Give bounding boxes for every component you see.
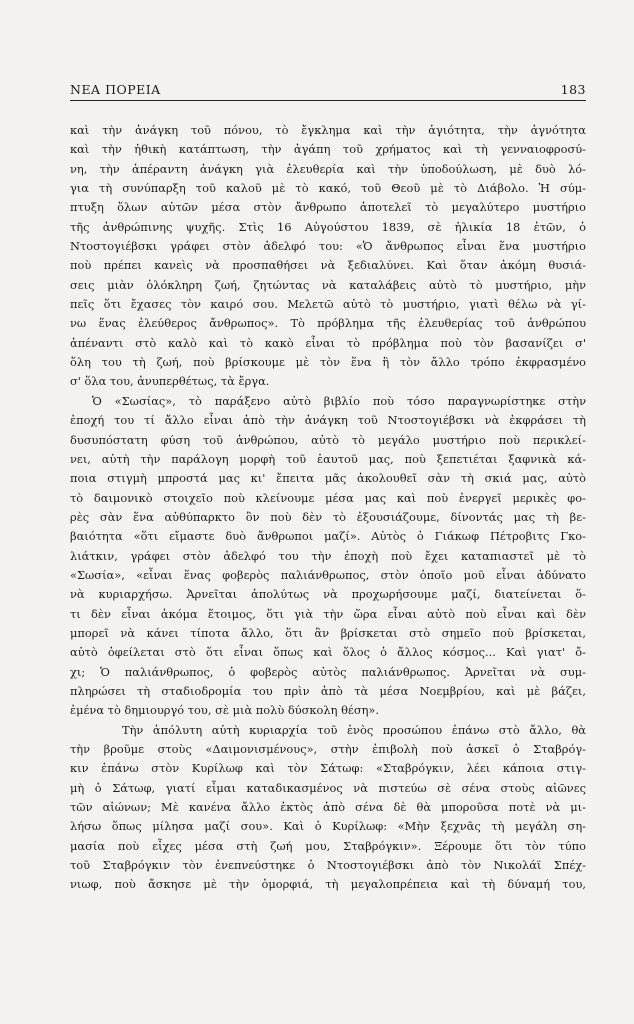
journal-title: ΝΕΑ ΠΟΡΕΙΑ [70,82,161,97]
text-line: βαιότητα «ὅτι εἴμαστε δυὸ ἄνθρωποι μαζί». Αὐτὸς ὁ Γιάκωφ Πέτροβιτς Γκο- [70,529,586,544]
text-line: μασία ποὺ εἶχες μέσα στὴ ζωή μου, Σταβρόγκιν». Ξέρουμε ὅτι τὸν τύπο [70,838,586,853]
text-line: καὶ τὴν ἀνάγκη τοῦ πόνου, τὸ ἔγκλημα καὶ τὴν ἁγιότητα, τὴν ἀγνότητα [70,123,586,137]
text-line: νει, αὐτὴ τὴν παράλογη μορφὴ τοῦ ἑαυτοῦ μας, ποὺ ξεπετιέται ξαφνικὰ κά- [70,451,586,466]
text-line: για τὴ συνύπαρξη τοῦ καλοῦ μὲ τὸ κακό, τοῦ Θεοῦ μὲ τὸ Διάβολο. Ἡ σύμ- [70,181,586,196]
text-line: τὴν βροῦμε στοὺς «Δαιμονισμένους», στὴν ἐπιβολὴ ποὺ ἀσκεῖ ὁ Σταβρόγ- [70,742,586,756]
text-line: τοῦ Σταβρόγκιν τὸν ἐνεπνεύστηκε ὁ Ντοστογιέβσκι ἀπὸ τὸν Νικολάϊ Σπέχ- [70,858,586,873]
page-number: 183 [560,82,586,97]
text-line: λιάτκιν, γράφει στὸν ἀδελφό του τὴν ἐποχὴ ποὺ ἔχει καταπιαστεῖ μὲ τὸ [70,548,586,563]
running-header [70,78,586,101]
text-line: μὴ ὁ Σάτωφ, γιατί εἶμαι καταδικασμένος νὰ πιστεύω σὲ σένα στοὺς αἰῶνες [70,780,586,795]
body-text [70,121,586,895]
text-line: ἐμένα τὸ δημιουργό του, σὲ μιὰ πολὺ δύσκολη θέση». [70,703,380,718]
text-line: «Σωσία», «εἶναι ἕνας φοβερὸς παλιάνθρωπος, στὸν ὁποῖο μοῦ εἶναι ἀδύνατο [70,567,586,582]
text-line: πεῖς ὅτι ἔχασες τὸν καιρό σου. Μελετῶ αὐτὸ τὸ μυστήριο, γιατὶ θέλω νὰ γί- [70,297,586,312]
text-line: τῆς ἀνθρώπινης ψυχῆς. Στὶς 16 Αὐγούστου 1839, σὲ ἡλικία 18 ἐτῶν, ὁ [70,219,586,234]
text-line: καὶ τὴν ἠθικὴ κατάπτωση, τὴν ἀγάπη τοῦ χρήματος καὶ τὴ γενναιοφροσύ- [70,142,586,157]
text-line: νω ἕνας ἐλεύθερος ἄνθρωπος». Τὸ πρόβλημα τῆς ἐλευθερίας τοῦ ἀνθρώπου [70,316,586,331]
text-line: δυσυπόστατη φύση τοῦ ἀνθρώπου, αὐτὸ τὸ μεγάλο μυστήριο ποὺ περικλεί- [70,432,586,447]
text-line: Ὁ «Σωσίας», τὸ παράξενο αὐτὸ βιβλίο ποὺ τόσο παραγνωρίστηκε στὴν [92,393,586,408]
text-line: πληρώσει τὴ σταδιοδρομία του πρὶν ἀπὸ τὰ μέσα Νοεμβρίου, καὶ μὲ βάζει, [70,683,586,698]
text-line: ἐποχή του τί ἄλλο εἶναι ἀπὸ τὴν ἀνάγκη τοῦ Ντοστογιέβσκι νὰ ἐκφράσει τὴ [70,413,586,428]
text-line: τῶν αἰώνων; Μὲ κανένα ἄλλο ἐκτὸς ἀπὸ σένα δὲ θὰ μποροῦσα ποτὲ νὰ μι- [70,800,586,815]
text-line: Τὴν ἀπόλυτη αὐτὴ κυριαρχία τοῦ ἑνὸς προσώπου ἐπάνω στὸ ἄλλο, θὰ [122,722,586,737]
text-line: μπορεῖ νὰ κάνει τίποτα ἄλλο, ὅτι ἂν βρίσκεται στὸ σημεῖο ποὺ βρίσκεται, [70,625,586,640]
text-line: νὰ κυριαρχήσω. Ἀρνεῖται ἀπολύτως νὰ προχωρήσουμε μαζί, διατείνεται ὅ- [70,587,586,602]
text-line: ὅλη του τὴ ζωή, ποὺ βρίσκουμε μὲ τὸν ἕνα ἢ τὸν ἄλλο τρόπο ἐκφρασμένο [70,355,586,370]
text-line: τι δὲν εἶναι ἀκόμα ἕτοιμος, ὅτι γιὰ τὴν ὥρα εἶναι αὐτὸ ποὺ εἶναι καὶ δὲν [70,606,586,621]
text-line: ἀπέναντι στὸ καλὸ καὶ τὸ κακὸ εἶναι τὸ πρόβλημα ποὺ τὸν βασανίζει σ' [70,335,586,350]
text-line: αὐτὸ ὀφείλεται στὸ ὅτι εἶναι ὅπως καὶ ὅλος ὁ ἄλλος κόσμος... Καὶ γιατ' ὄ- [70,645,586,660]
text-line: Ντοστογιέβσκι γράφει στὸν ἀδελφό του: «Ὁ ἄνθρωπος εἶναι ἕνα μυστήριο [70,239,586,254]
text-line: ποὺ πρέπει κανεὶς νὰ προσπαθήσει νὰ ξεδιαλύνει. Καὶ ὅταν ἀκόμη θυσιά- [70,258,586,273]
text-line: νιωφ, ποὺ ἄσκησε μὲ τὴν ὀμορφιά, τὴ μεγαλοπρέπεια καὶ τὴ δύναμή του, [70,877,586,892]
text-line: σεις μιὰν ὁλόκληρη ζωή, ζητώντας νὰ καταλάβεις αὐτὸ τὸ μυστήριο, μὴν [70,277,586,292]
text-line: σ' ὅλα του, ἀνυπερθέτως, τὰ ἔργα. [70,374,270,389]
text-line: τὸ δαιμονικὸ στοιχεῖο ποὺ κλείνουμε μέσα μας καὶ ποὺ ἐνεργεῖ μερικὲς φο- [70,490,586,505]
text-line: ρὲς σὰν ἕνα αὐθύπαρκτο ὂν ποὺ δὲν τὸ ἐξουσιάζουμε, δίνοντάς μας τὴ βε- [70,509,586,524]
text-line: κιν ἐπάνω στὸν Κυρίλωφ καὶ τὸν Σάτωφ: «Σταβρόγκιν, λέει κάποια στιγ- [70,761,586,776]
text-line: ποια στιγμὴ μπροστά μας κι' ἔπειτα μᾶς ἀκολουθεῖ σὰν τὴ σκιά μας, αὐτὸ [70,471,586,486]
text-line: λήσω ὅπως μίλησα μαζί σου». Καὶ ὁ Κυρίλωφ: «Μὴν ξεχνᾶς τὴ μεγάλη ση- [70,819,586,834]
text-line: χι; Ὁ παλιάνθρωπος, ὁ φοβερὸς αὐτὸς παλιάνθρωπος. Ἀρνεῖται νὰ συμ- [70,664,586,679]
text-line: πτυξη ὅλων αὐτῶν μέσα στὸν ἄνθρωπο ἀποτελεῖ τὸ μεγαλύτερο μυστήριο [70,200,586,215]
text-line: νη, τὴν ἀπέραντη ἀνάγκη γιὰ ἐλευθερία καὶ τὴν ὑποδούλωση, μὲ δυὸ λό- [70,161,586,176]
